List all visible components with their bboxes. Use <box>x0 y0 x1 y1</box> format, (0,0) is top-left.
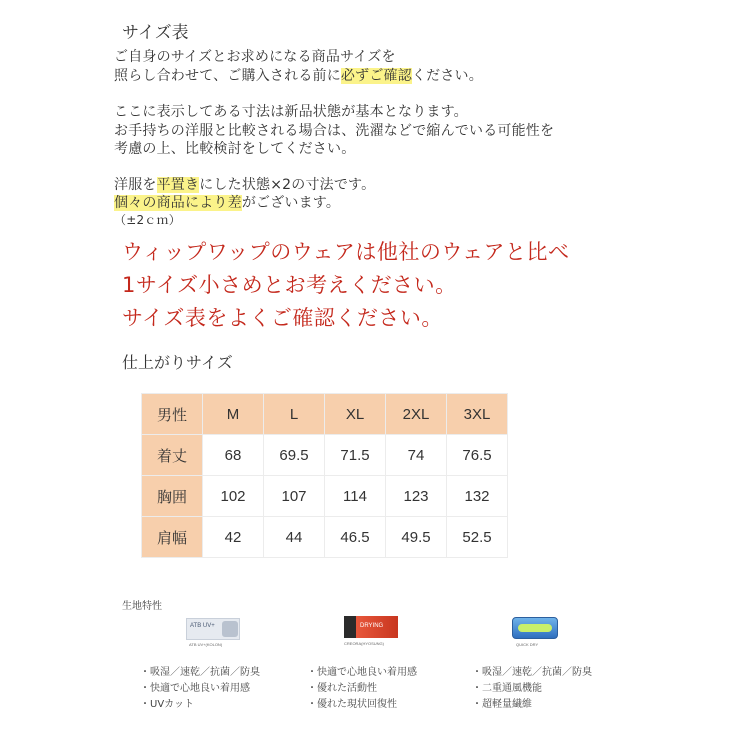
measure-line-2 <box>114 194 340 212</box>
warning-line-2: 1サイズ小さめとお考えください。 <box>122 273 457 297</box>
list-item: ・超軽量繊維 <box>472 699 532 710</box>
list-item: ・吸湿／速乾／抗菌／防臭 <box>140 667 260 678</box>
features-creora <box>307 665 417 713</box>
creora-label: DRYING <box>360 623 384 629</box>
table-cell: 107 <box>264 476 325 517</box>
note-line-2: お手持ちの洋服と比較される場合は、洗濯などで縮んでいる可能性を <box>114 123 555 139</box>
table-cell: 71.5 <box>325 435 386 476</box>
warning-line-1: ウィップワップのウェアは他社のウェアと比べ <box>122 240 570 264</box>
intro-line-2 <box>114 67 483 85</box>
list-item: ・UVカット <box>140 699 195 710</box>
table-cell: 52.5 <box>447 517 508 558</box>
table-title: 仕上がりサイズ <box>122 353 233 372</box>
table-cell: 68 <box>203 435 264 476</box>
header-cell-3xl: 3XL <box>447 394 508 435</box>
highlight-must-confirm: 必ずご確認 <box>340 68 412 84</box>
list-item: ・快適で心地良い着用感 <box>140 683 250 694</box>
quick-dry-caption: QUICK DRY <box>516 642 539 647</box>
table-cell: 49.5 <box>386 517 447 558</box>
table-row <box>142 435 508 476</box>
table-cell: 74 <box>386 435 447 476</box>
atb-uv-label: ATB UV+ <box>190 623 215 629</box>
list-item: ・快適で心地良い着用感 <box>307 667 417 678</box>
list-item: ・吸湿／速乾／抗菌／防臭 <box>472 667 592 678</box>
atb-uv-swatch <box>222 621 238 637</box>
row-label-length: 着丈 <box>142 435 203 476</box>
header-cell-2xl: 2XL <box>386 394 447 435</box>
row-label-shoulder: 肩幅 <box>142 517 203 558</box>
intro-text-end: ください。 <box>411 68 483 84</box>
table-cell: 114 <box>325 476 386 517</box>
tolerance-note: （±2ｃｍ） <box>114 213 181 227</box>
highlight-difference: 個々の商品により差 <box>114 195 242 211</box>
row-label-chest: 胸囲 <box>142 476 203 517</box>
list-item: ・優れた活動性 <box>307 683 377 694</box>
table-cell: 123 <box>386 476 447 517</box>
fabric-title: 生地特性 <box>122 601 162 612</box>
list-item: ・優れた現状回復性 <box>307 699 397 710</box>
header-cell-l: L <box>264 394 325 435</box>
header-cell-xl: XL <box>325 394 386 435</box>
header-cell-gender: 男性 <box>142 394 203 435</box>
atb-uv-tag-logo <box>186 618 240 640</box>
size-table <box>141 393 508 558</box>
quick-dry-tag-logo <box>512 617 558 639</box>
table-cell: 46.5 <box>325 517 386 558</box>
table-cell: 102 <box>203 476 264 517</box>
table-header-row <box>142 394 508 435</box>
measure-text-2: がございます。 <box>241 195 341 211</box>
table-cell: 132 <box>447 476 508 517</box>
table-cell: 42 <box>203 517 264 558</box>
table-cell: 69.5 <box>264 435 325 476</box>
header-cell-m: M <box>203 394 264 435</box>
table-cell: 76.5 <box>447 435 508 476</box>
table-row <box>142 476 508 517</box>
table-cell: 44 <box>264 517 325 558</box>
intro-line-1: ご自身のサイズとお求めになる商品サイズを <box>114 49 396 65</box>
highlight-flat: 平置き <box>156 177 200 193</box>
measure-line-1 <box>114 176 375 194</box>
features-atb-uv <box>140 665 260 713</box>
note-line-1: ここに表示してある寸法は新品状態が基本となります。 <box>114 104 468 120</box>
note-line-3: 考慮の上、比較検討をしてください。 <box>114 141 356 157</box>
warning-line-3: サイズ表をよくご確認ください。 <box>122 306 443 330</box>
list-item: ・二重通風機能 <box>472 683 542 694</box>
atb-uv-caption: ATB UV+(KOLON) <box>189 642 223 647</box>
intro-text: 照らし合わせて、ご購入される前に <box>114 68 341 84</box>
measure-text: 洋服を <box>114 177 157 193</box>
creora-tag-logo <box>344 616 398 638</box>
table-row <box>142 517 508 558</box>
creora-caption: CREORA(HYOSUNG) <box>344 641 385 646</box>
page-title: サイズ表 <box>122 23 189 43</box>
features-quick-dry <box>472 665 592 713</box>
measure-text-end: にした状態×2の寸法です。 <box>199 177 376 193</box>
